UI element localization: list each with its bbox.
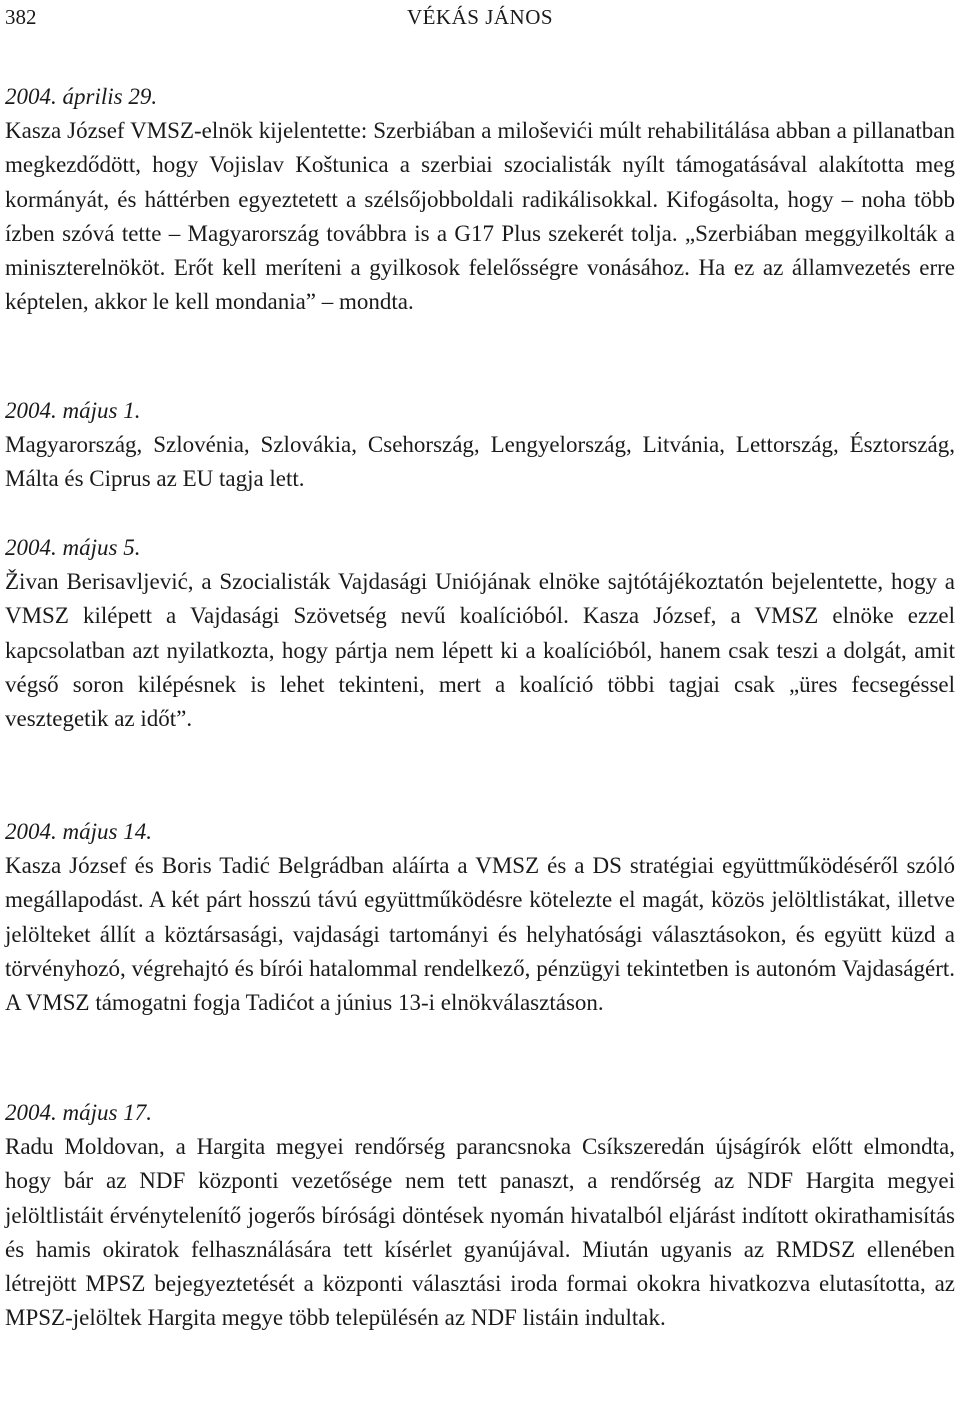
entry-date: 2004. május 14. [5,819,152,844]
entry-date: 2004. május 5. [5,535,141,560]
document-page [5,0,955,1331]
entry-text: Radu Moldovan, a Hargita megyei rendőrség parancsnoka Csíkszeredán újságírók előtt elmondta, hogy bár az NDF központi vezetősége nem tett panaszt, a rendőrség az NDF Hargita megyei jelöltlistáit érvénytelenítő jogerős bírósági döntések nyomán hivatalból eljárást indított okirathamisítás és hamis okiratok felhasználására tett kísérlet gyanújával. Miután ugyanis az RMDSZ ellenében létrejött MPSZ bejegyeztetését a központi választási iroda formai okokra hivatkozva elutasította, az MPSZ-jelöltek Hargita megye több településén az NDF listáin indultak. [5,1134,955,1331]
entry-text: Živan Berisavljević, a Szocialisták Vajdasági Uniójának elnöke sajtótájékoztatón bejelentette, hogy a VMSZ kilépett a Vajdasági Szövetség nevű koalícióból. Kasza József, a VMSZ elnöke ezzel kapcsolatban azt nyilatkozta, hogy pártja nem lépett ki a koalícióból, hanem csak teszi a dolgát, amit végső soron kilépésnek is lehet tekinteni, mert a koalíció többi tagjai csak „üres fecsegéssel vesztegetik az időt”. [5,569,955,732]
entry-date: 2004. május 1. [5,398,141,423]
entry-text: Kasza József és Boris Tadić Belgrádban aláírta a VMSZ és a DS stratégiai együttműködéséről szóló megállapodást. A két párt hosszú távú együttműködésre kötelezte el magát, közös jelöltlistákat, illetve jelölteket állít a köztársasági, vajdasági tartományi és helyhatósági választásokon, és együtt küzd a törvényhozó, végrehajtó és bírói hatalommal rendelkező, pénzügyi tekintetben is autonóm Vajdaságért. A VMSZ támogatni fogja Tadićot a június 13-i elnökválasztáson. [5,853,955,1016]
page-header [5,0,955,34]
entry-date: 2004. április 29. [5,84,158,109]
entry-text: Kasza József VMSZ-elnök kijelentette: Szerbiában a miloševići múlt rehabilitálása abban a pillanatban megkezdődött, hogy Vojislav Koštunica a szerbiai szocialisták nyílt támogatásával alakította meg kormányát, és háttérben egyeztetett a szélsőjobboldali radikálisokkal. Kifogásolta, hogy – noha több ízben szóvá tette – Magyarország továbbra is a G17 Plus szekerét tolja. „Szerbiában meggyilkolták a miniszterelnököt. Erőt kell meríteni a gyilkosok felelősségre vonásához. Ha ez az államvezetés erre képtelen, akkor le kell mondania” – mondta. [5,118,955,315]
chronology-entry [5,1096,955,1335]
chronology-entry [5,394,955,497]
entry-text: Magyarország, Szlovénia, Szlovákia, Csehország, Lengyelország, Litvánia, Lettország, Észtország, Málta és Ciprus az EU tagja lett. [5,432,955,492]
chronology-entry [5,531,955,736]
chronology-entry [5,815,955,1020]
chronology-entry [5,80,955,319]
page-number: 382 [5,5,37,29]
running-head: VÉKÁS JÁNOS [406,5,554,29]
entry-date: 2004. május 17. [5,1100,152,1125]
